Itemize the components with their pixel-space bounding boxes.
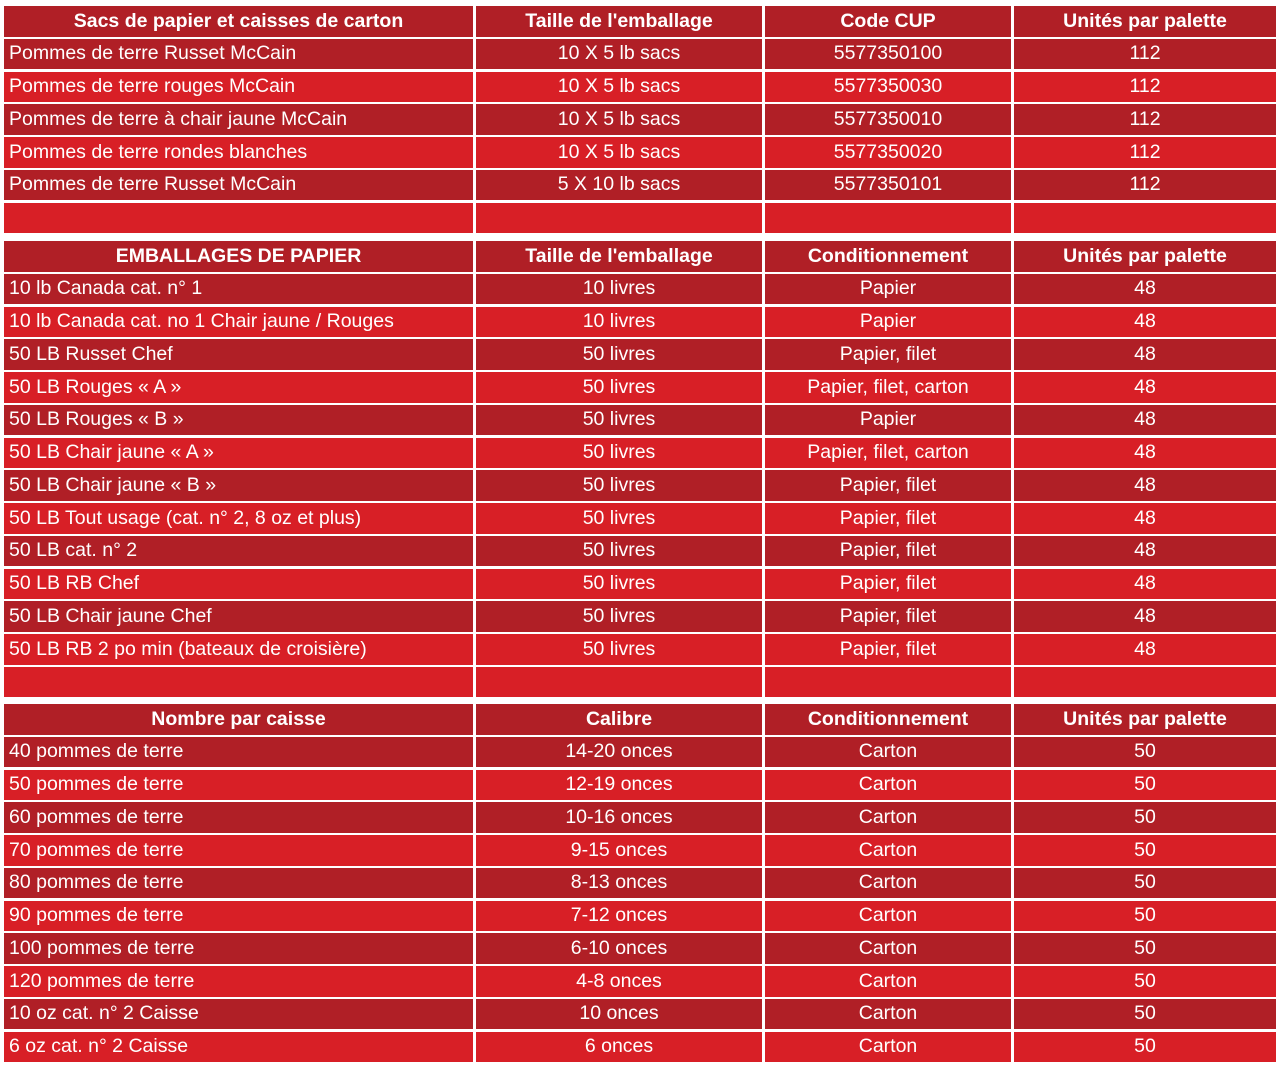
column-header: Sacs de papier et caisses de carton bbox=[4, 6, 473, 37]
table-cell: 50 livres bbox=[476, 634, 762, 665]
table-row bbox=[0, 39, 1280, 70]
column-header: Conditionnement bbox=[765, 704, 1011, 735]
table-cell: 40 pommes de terre bbox=[4, 737, 473, 768]
table-cell: 6-10 onces bbox=[476, 933, 762, 964]
table-cell: 48 bbox=[1014, 503, 1276, 534]
spacer-cell bbox=[1014, 667, 1276, 698]
column-header: Code CUP bbox=[765, 6, 1011, 37]
table-cell: 50 bbox=[1014, 966, 1276, 997]
table-cell: 14-20 onces bbox=[476, 737, 762, 768]
table-cell: Carton bbox=[765, 1032, 1011, 1063]
table-cell: Papier bbox=[765, 405, 1011, 436]
spacer-cell bbox=[765, 203, 1011, 234]
table-cell: 48 bbox=[1014, 536, 1276, 567]
table-cell: 100 pommes de terre bbox=[4, 933, 473, 964]
table-cell: 4-8 onces bbox=[476, 966, 762, 997]
table-cell: 10 oz cat. n° 2 Caisse bbox=[4, 999, 473, 1030]
table-cell: 5577350100 bbox=[765, 39, 1011, 70]
table-row bbox=[0, 569, 1280, 600]
table-cell: Pommes de terre Russet McCain bbox=[4, 170, 473, 201]
table-row bbox=[0, 104, 1280, 135]
table-cell: 50 livres bbox=[476, 470, 762, 501]
table-cell: 50 bbox=[1014, 933, 1276, 964]
spacer-cell bbox=[4, 667, 473, 698]
table-cell: 50 bbox=[1014, 802, 1276, 833]
table-cell: 50 LB Chair jaune « A » bbox=[4, 438, 473, 469]
table-cell: 50 livres bbox=[476, 601, 762, 632]
table-cell: Carton bbox=[765, 999, 1011, 1030]
table-cell: Carton bbox=[765, 933, 1011, 964]
table-cell: Papier, filet bbox=[765, 601, 1011, 632]
table-cell: 10 X 5 lb sacs bbox=[476, 72, 762, 103]
table-cell: Papier, filet bbox=[765, 503, 1011, 534]
table-cell: Pommes de terre rondes blanches bbox=[4, 137, 473, 168]
table-row bbox=[0, 72, 1280, 103]
table-row bbox=[0, 770, 1280, 801]
table-cell: 48 bbox=[1014, 634, 1276, 665]
table-cell: 112 bbox=[1014, 137, 1276, 168]
table-cell: 120 pommes de terre bbox=[4, 966, 473, 997]
table-cell: 10 onces bbox=[476, 999, 762, 1030]
table-header-row bbox=[0, 704, 1280, 735]
table-cell: 10 livres bbox=[476, 274, 762, 305]
table-row bbox=[0, 536, 1280, 567]
table-cell: Pommes de terre rouges McCain bbox=[4, 72, 473, 103]
table-cell: 50 bbox=[1014, 999, 1276, 1030]
table-cell: 5 X 10 lb sacs bbox=[476, 170, 762, 201]
table-row bbox=[0, 835, 1280, 866]
table-row bbox=[0, 405, 1280, 436]
table-cell: 8-13 onces bbox=[476, 868, 762, 899]
table-cell: Papier, filet bbox=[765, 536, 1011, 567]
table-cell: 112 bbox=[1014, 72, 1276, 103]
table-cell: 50 livres bbox=[476, 372, 762, 403]
table-cell: 50 LB Chair jaune Chef bbox=[4, 601, 473, 632]
table-cell: 5577350010 bbox=[765, 104, 1011, 135]
spacer-cell bbox=[476, 667, 762, 698]
table-cell: Papier bbox=[765, 307, 1011, 338]
spacer-row bbox=[0, 667, 1280, 698]
table-header-row bbox=[0, 6, 1280, 37]
table-cell: 50 LB Russet Chef bbox=[4, 339, 473, 370]
table-cell: 90 pommes de terre bbox=[4, 901, 473, 932]
column-header: Taille de l'emballage bbox=[476, 241, 762, 272]
column-header: Calibre bbox=[476, 704, 762, 735]
table-cell: 48 bbox=[1014, 470, 1276, 501]
table-cell: 10 X 5 lb sacs bbox=[476, 39, 762, 70]
table-row bbox=[0, 170, 1280, 201]
table-row bbox=[0, 933, 1280, 964]
table-cell: 48 bbox=[1014, 372, 1276, 403]
table-row bbox=[0, 372, 1280, 403]
spacer-cell bbox=[4, 203, 473, 234]
table-cell: Pommes de terre Russet McCain bbox=[4, 39, 473, 70]
spacer-cell bbox=[1014, 203, 1276, 234]
table-cell: 12-19 onces bbox=[476, 770, 762, 801]
table-cell: 48 bbox=[1014, 569, 1276, 600]
table-row bbox=[0, 339, 1280, 370]
table-cell: Carton bbox=[765, 802, 1011, 833]
table-cell: Carton bbox=[765, 966, 1011, 997]
column-header: Unités par palette bbox=[1014, 6, 1276, 37]
table-cell: 48 bbox=[1014, 339, 1276, 370]
table-cell: 112 bbox=[1014, 170, 1276, 201]
table-row bbox=[0, 999, 1280, 1030]
table-cell: 48 bbox=[1014, 274, 1276, 305]
table-cell: Carton bbox=[765, 901, 1011, 932]
table-cell: 5577350030 bbox=[765, 72, 1011, 103]
table-row bbox=[0, 868, 1280, 899]
table-cell: 48 bbox=[1014, 405, 1276, 436]
table-row bbox=[0, 802, 1280, 833]
table-cell: 50 bbox=[1014, 737, 1276, 768]
table-cell: 6 onces bbox=[476, 1032, 762, 1063]
table-row bbox=[0, 438, 1280, 469]
table-cell: 50 bbox=[1014, 901, 1276, 932]
column-header: Taille de l'emballage bbox=[476, 6, 762, 37]
table-cell: Pommes de terre à chair jaune McCain bbox=[4, 104, 473, 135]
table-cell: 112 bbox=[1014, 104, 1276, 135]
table-cell: 48 bbox=[1014, 601, 1276, 632]
table-cell: 50 livres bbox=[476, 503, 762, 534]
spacer-cell bbox=[476, 203, 762, 234]
table-cell: 5577350020 bbox=[765, 137, 1011, 168]
table-cell: 9-15 onces bbox=[476, 835, 762, 866]
table-row bbox=[0, 470, 1280, 501]
table-cell: Papier, filet bbox=[765, 569, 1011, 600]
table-cell: Carton bbox=[765, 868, 1011, 899]
table-cell: 10 lb Canada cat. no 1 Chair jaune / Rouges bbox=[4, 307, 473, 338]
table-cell: 50 LB RB Chef bbox=[4, 569, 473, 600]
table-cell: 112 bbox=[1014, 39, 1276, 70]
table-cell: 50 pommes de terre bbox=[4, 770, 473, 801]
table-cell: 60 pommes de terre bbox=[4, 802, 473, 833]
table-cell: 50 livres bbox=[476, 536, 762, 567]
table-cell: Carton bbox=[765, 770, 1011, 801]
table-row bbox=[0, 1032, 1280, 1063]
table-cell: 80 pommes de terre bbox=[4, 868, 473, 899]
table-cell: 50 livres bbox=[476, 438, 762, 469]
spacer-row bbox=[0, 203, 1280, 234]
table-row bbox=[0, 307, 1280, 338]
table-cell: Papier, filet bbox=[765, 470, 1011, 501]
table-cell: 10 livres bbox=[476, 307, 762, 338]
table-cell: 50 LB RB 2 po min (bateaux de croisière) bbox=[4, 634, 473, 665]
table-row bbox=[0, 137, 1280, 168]
spacer-cell bbox=[765, 667, 1011, 698]
table-cell: 10 X 5 lb sacs bbox=[476, 137, 762, 168]
table-cell: 48 bbox=[1014, 438, 1276, 469]
column-header: EMBALLAGES DE PAPIER bbox=[4, 241, 473, 272]
table-row bbox=[0, 634, 1280, 665]
table-cell: Papier, filet bbox=[765, 339, 1011, 370]
table-cell: Papier, filet bbox=[765, 634, 1011, 665]
table-cell: 7-12 onces bbox=[476, 901, 762, 932]
table-cell: 50 LB Rouges « B » bbox=[4, 405, 473, 436]
table-cell: 50 LB cat. n° 2 bbox=[4, 536, 473, 567]
table-cell: 10 X 5 lb sacs bbox=[476, 104, 762, 135]
column-header: Nombre par caisse bbox=[4, 704, 473, 735]
table-row bbox=[0, 901, 1280, 932]
table-cell: Carton bbox=[765, 737, 1011, 768]
table-row bbox=[0, 737, 1280, 768]
table-cell: 50 LB Tout usage (cat. n° 2, 8 oz et plus) bbox=[4, 503, 473, 534]
table-row bbox=[0, 601, 1280, 632]
table-row bbox=[0, 966, 1280, 997]
table-cell: Carton bbox=[765, 835, 1011, 866]
table-cell: 6 oz cat. n° 2 Caisse bbox=[4, 1032, 473, 1063]
column-header: Conditionnement bbox=[765, 241, 1011, 272]
table-cell: 50 LB Chair jaune « B » bbox=[4, 470, 473, 501]
table-cell: 70 pommes de terre bbox=[4, 835, 473, 866]
table-cell: Papier, filet, carton bbox=[765, 438, 1011, 469]
table-row bbox=[0, 274, 1280, 305]
table-cell: 50 LB Rouges « A » bbox=[4, 372, 473, 403]
table-cell: 10-16 onces bbox=[476, 802, 762, 833]
table-cell: 50 bbox=[1014, 835, 1276, 866]
table-header-row bbox=[0, 241, 1280, 272]
table-cell: 50 bbox=[1014, 770, 1276, 801]
table-cell: 50 bbox=[1014, 1032, 1276, 1063]
table-cell: 10 lb Canada cat. n° 1 bbox=[4, 274, 473, 305]
table-cell: 50 livres bbox=[476, 405, 762, 436]
table-cell: 5577350101 bbox=[765, 170, 1011, 201]
column-header: Unités par palette bbox=[1014, 704, 1276, 735]
table-cell: 50 bbox=[1014, 868, 1276, 899]
column-header: Unités par palette bbox=[1014, 241, 1276, 272]
table-cell: 50 livres bbox=[476, 569, 762, 600]
table-cell: 48 bbox=[1014, 307, 1276, 338]
table-cell: Papier, filet, carton bbox=[765, 372, 1011, 403]
table-cell: 50 livres bbox=[476, 339, 762, 370]
table-cell: Papier bbox=[765, 274, 1011, 305]
table-row bbox=[0, 503, 1280, 534]
